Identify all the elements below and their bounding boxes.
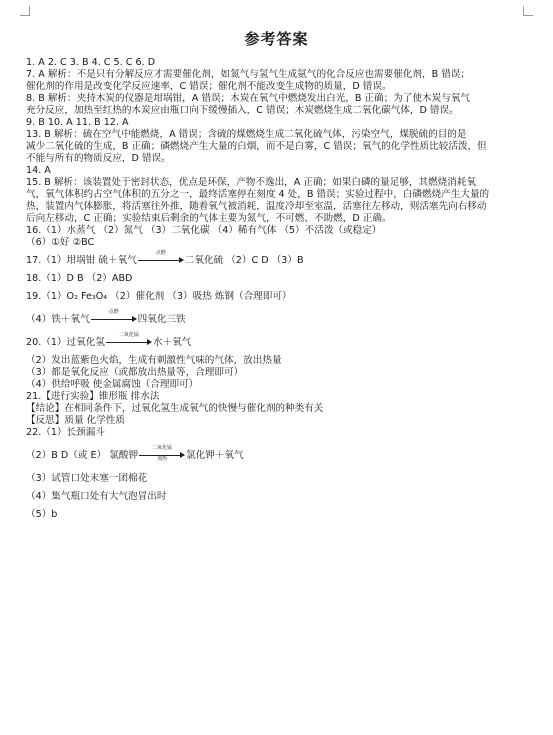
answer-line: 7. A 解析：不是只有分解反应才需要催化剂，如氮气与氢气生成氨气的化合反应也需要催化剂，B 错误； (26, 69, 470, 80)
reaction-arrow (91, 308, 137, 324)
answer-line: 22.（1）长颈漏斗 (26, 427, 105, 438)
answer-line: 19.（1）O₂ Fe₃O₄ （2）催化剂 （3）吸热 炼钢（合理即可） (26, 291, 292, 302)
answer-line: 14. A (26, 165, 51, 176)
answer-line: （3）都是氧化反应（或都放出热量等，合理即可） (26, 367, 244, 378)
crop-mark-top-right (523, 6, 533, 16)
equation-text: 20.（1）过氧化氢 (26, 337, 105, 348)
equation-text: （2）B D（或 E） 氯酸钾 (26, 450, 139, 461)
answer-line: 减少二氧化硫的生成，B 正确；磷燃烧产生大量的白烟，而不是白雾，C 错误；氧气的化学性质比较活泼，但 (26, 141, 487, 152)
answer-line-equation (26, 444, 531, 462)
equation-text: 水＋氧气 (152, 337, 192, 348)
reaction-condition: 二氧化锰 (118, 331, 139, 338)
reaction-arrow (139, 444, 185, 462)
answer-line: 16.（1）水蒸气 （2）氮气 （3）二氧化碳 （4）稀有气体 （5）不活泼（或稳定） (26, 225, 382, 236)
equation-text: 17.（1）坩埚钳 硫＋氧气 (26, 255, 137, 266)
reaction-condition-below: 加热 (157, 455, 168, 462)
answer-line-equation (26, 249, 531, 267)
answer-line: （2）发出蓝紫色火焰，生成有刺激性气味的气体，放出热量 (26, 355, 282, 366)
answer-line: 气，氧气体积约占空气体积的五分之一，最终活塞停在刻度 4 处，B 错误；实验过程中，白磷燃烧产生大量的 (26, 189, 490, 200)
answer-line: 18.（1）D B （2）ABD (26, 273, 133, 284)
answer-line: 【反思】质量 化学性质 (26, 415, 125, 426)
answer-line: 后向左移动，C 正确；实验结束后剩余的气体主要为氮气，不可燃、不助燃，D 正确。 (26, 213, 392, 224)
answer-line-equation (26, 308, 531, 326)
reaction-arrow (106, 331, 152, 347)
reaction-condition: 二氧化锰 (152, 444, 173, 451)
answer-line-equation (26, 331, 531, 349)
answer-line: （6）①好 ②BC (26, 237, 95, 248)
answer-line: 15. B 解析：该装置处于密封状态，优点是环保，产物不逸出，A 正确；如果白磷的量足够，其燃烧消耗氧 (26, 177, 477, 188)
answer-line: 8. B 解析：夹持木炭的仪器是坩埚钳，A 错误；木炭在氧气中燃烧发出白光，B 正确；为了使木炭与氧气 (26, 93, 471, 104)
answer-line: （5）b (26, 509, 58, 520)
answer-line: （4）集气瓶口处有大气泡冒出时 (26, 491, 167, 502)
answer-line: （4）供给呼吸 使金属腐蚀（合理即可） (26, 379, 199, 390)
answer-line: 9. B 10. A 11. B 12. A (26, 117, 129, 128)
answer-line: 【结论】在相同条件下，过氧化氢生成氧气的快慢与催化剂的种类有关 (26, 403, 324, 414)
answer-line: 21.【进行实验】锥形瓶 排水法 (26, 391, 160, 402)
answer-line: 1. A 2. C 3. B 4. C 5. C 6. D (26, 57, 156, 68)
reaction-condition: 点燃 (108, 308, 119, 315)
answer-line: 热，装置内气体膨胀，将活塞往外推，随着氧气被消耗，温度冷却至室温，活塞往左移动，则活塞先向右移动 (26, 201, 487, 212)
answer-line: 不能与所有的物质反应，D 错误。 (26, 153, 171, 164)
answer-list (26, 57, 531, 521)
equation-text: 四氧化三铁 (137, 314, 186, 325)
crop-mark-top-left (20, 6, 30, 16)
page-title: 参考答案 (244, 30, 309, 48)
equation-text: 二氧化硫 （2）C D （3）B (184, 255, 304, 266)
equation-text: 氯化钾＋氧气 (186, 450, 244, 461)
answer-line: 催化剂的作用是改变化学反应速率，C 错误；催化剂不能改变生成物的质量，D 错误。 (26, 81, 392, 92)
reaction-condition: 点燃 (155, 249, 166, 256)
answer-line: （3）试管口处未塞一团棉花 (26, 473, 148, 484)
answer-line: 充分反应，加热至红热的木炭应由瓶口向下缓慢插入，C 错误；木炭燃烧生成二氧化碳气体，D 错误。 (26, 105, 459, 116)
answer-line: 13. B 解析：硫在空气中能燃烧，A 错误；含硫的煤燃烧生成二氧化硫气体，污染空气，煤脱硫的目的是 (26, 129, 467, 140)
reaction-arrow (138, 249, 184, 265)
equation-text: （4）铁＋氧气 (26, 314, 90, 325)
